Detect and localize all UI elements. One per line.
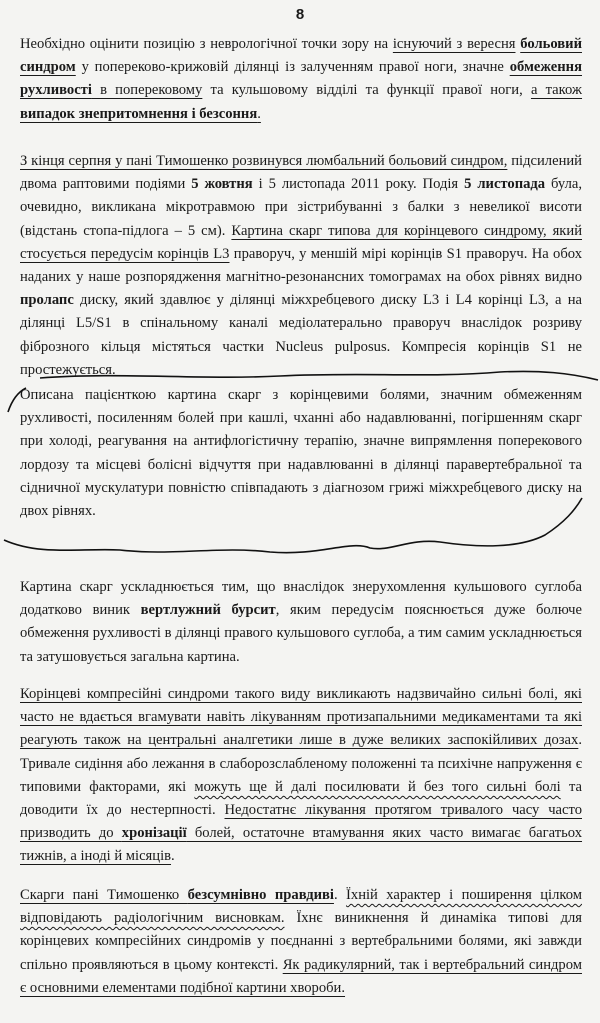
p6-radiological-match: Їхній характер і поширення цілком відповідають радіологічним висновкам.	[20, 887, 582, 927]
paragraph-5	[20, 683, 582, 869]
p2-text-5: диску, який здавлює у ділянці міжхребцевого диску L3 і L4 корінці L3, а на ділянці L5/S1 в спінальному каналі медіолатерально праворуч внаслідок розриву фіброзного кільця містяться частки Nucleus pulposus. Компресія корінців S1 не простежується.	[20, 292, 582, 378]
p1-fainting-insomnia: випадок знепритомнення і безсоння	[20, 105, 258, 122]
paragraph-2	[20, 150, 582, 382]
p6-radicular-vertebral: Як радикулярний, так і вертебральний синдром є основними елементами подібної картини хвороби.	[20, 956, 582, 996]
p2-text-2: і 5 листопада 2011 року. Подія	[252, 176, 465, 193]
paragraph-3	[20, 384, 582, 523]
p6-period: .	[333, 887, 347, 903]
p1-underlined-existing: існуючий з вересня	[392, 36, 516, 52]
p3-text: Описана пацієнткою картина скарг з корінцевими болями, значним обмеженням рухливості, посиленням болей при кашлі, чханні або надавлюванні, погіршенням скарг при холоді, реагування на антифлогістичну терапію, значне випрямлення поперекового лордозу та місцеві болісні відчуття при надавлюванні в ділянці паравертебральної та сідничної мускулатури повністю співпадають з діагнозом грижі міжхребцевого диску на двох рівнях.	[20, 387, 582, 520]
p2-text-3: була, очевидно, викликана мікротравмою при зістрибуванні з балки з невеликої висоти (відстань стопа-підлога – 5 см).	[20, 176, 582, 239]
p6-undoubtedly-true: безсумнівно правдиві	[187, 887, 334, 903]
p2-date-oct: 5 жовтня	[191, 176, 253, 193]
p6-complaints: Скарги пані Тимошенко	[20, 887, 188, 903]
p5-insufficient-treatment: Недостатнє лікування протягом тривалого часу часто призводить до	[20, 802, 582, 842]
p2-typical-picture: Картина скарг типова для корінцевого синдрому, який стосується передусім корінців L3	[20, 222, 583, 262]
p1-text-2: у попереково-крижовій ділянці із залученням правої ноги, значне	[75, 59, 510, 76]
p5-period: .	[171, 848, 175, 865]
p5-compression-syndromes: Корінцеві компресійні синдроми такого виду викликають надзвичайно сильні болі, які часто не вдається вгамувати навіть лікуванням протизапальними медикаментами та які реагують також на центральні аналгетики лише в дуже великих заспокійливих дозах	[20, 686, 582, 749]
p4-bursitis: вертлужний бурсит	[140, 602, 276, 619]
p2-text-4: праворуч, у меншій мірі корінців S1 праворуч. На обох наданих у наше розпорядження магнітно-резонансних томограмах на обох рівнях видно	[20, 245, 582, 286]
p2-prolapse: пролапс	[20, 292, 74, 309]
p1-text: Необхідно оцінити позицію з неврологічної точки зору на	[20, 36, 393, 52]
p1-lumbar: в поперековому	[91, 82, 203, 99]
p2-date-nov: 5 листопада	[464, 176, 546, 193]
paragraph-4	[20, 576, 582, 669]
page-number: 8	[295, 6, 305, 23]
p1-period: .	[257, 105, 261, 122]
p5-chronization: хронізації	[121, 825, 187, 842]
p1-also: а також	[530, 82, 583, 99]
paragraph-6	[20, 884, 582, 1000]
p4-text: Картина скарг ускладнюється тим, що внаслідок знерухомлення кульшового суглоба додатково виник	[20, 579, 582, 619]
p2-intro: З кінця серпня у пані Тимошенко розвинувся люмбальний больовий синдром,	[20, 153, 508, 169]
p1-text-3: та кульшовому відділі та функції правої ноги,	[202, 82, 531, 99]
p4-text-2: , яким передусім пояснюється дуже болюче обмеження рухливості в ділянці правого кульшового суглоба, а тим самим ускладнюється та затушовується загальна картина.	[20, 602, 582, 665]
p2-text: підсилений двома раптовими подіями	[20, 153, 582, 193]
paragraph-1	[20, 33, 582, 126]
p6-text: Їхнє виникнення й динаміка типові для корінцевих компресійних синдромів у поєднанні з вертебральними болями, які завжди спільно проявляються в цьому контексті.	[20, 910, 582, 973]
p5-text-3: болей, остаточне втамування яких часто вимагає багатьох тижнів, а іноді й місяців	[20, 825, 583, 865]
p1-pain-syndrome: больовий синдром	[20, 36, 582, 76]
p5-can-intensify: можуть ще й далі посилювати й без того сильні болі	[194, 778, 561, 795]
p5-text-2: та доводити їх до нестерпності.	[20, 778, 583, 819]
p5-text: . Тривале сидіння або лежання в слаборозслабленому положенні та психічне напруження є типовими факторами, які	[20, 732, 582, 795]
p1-mobility-restriction: обмеження рухливості	[20, 59, 582, 99]
